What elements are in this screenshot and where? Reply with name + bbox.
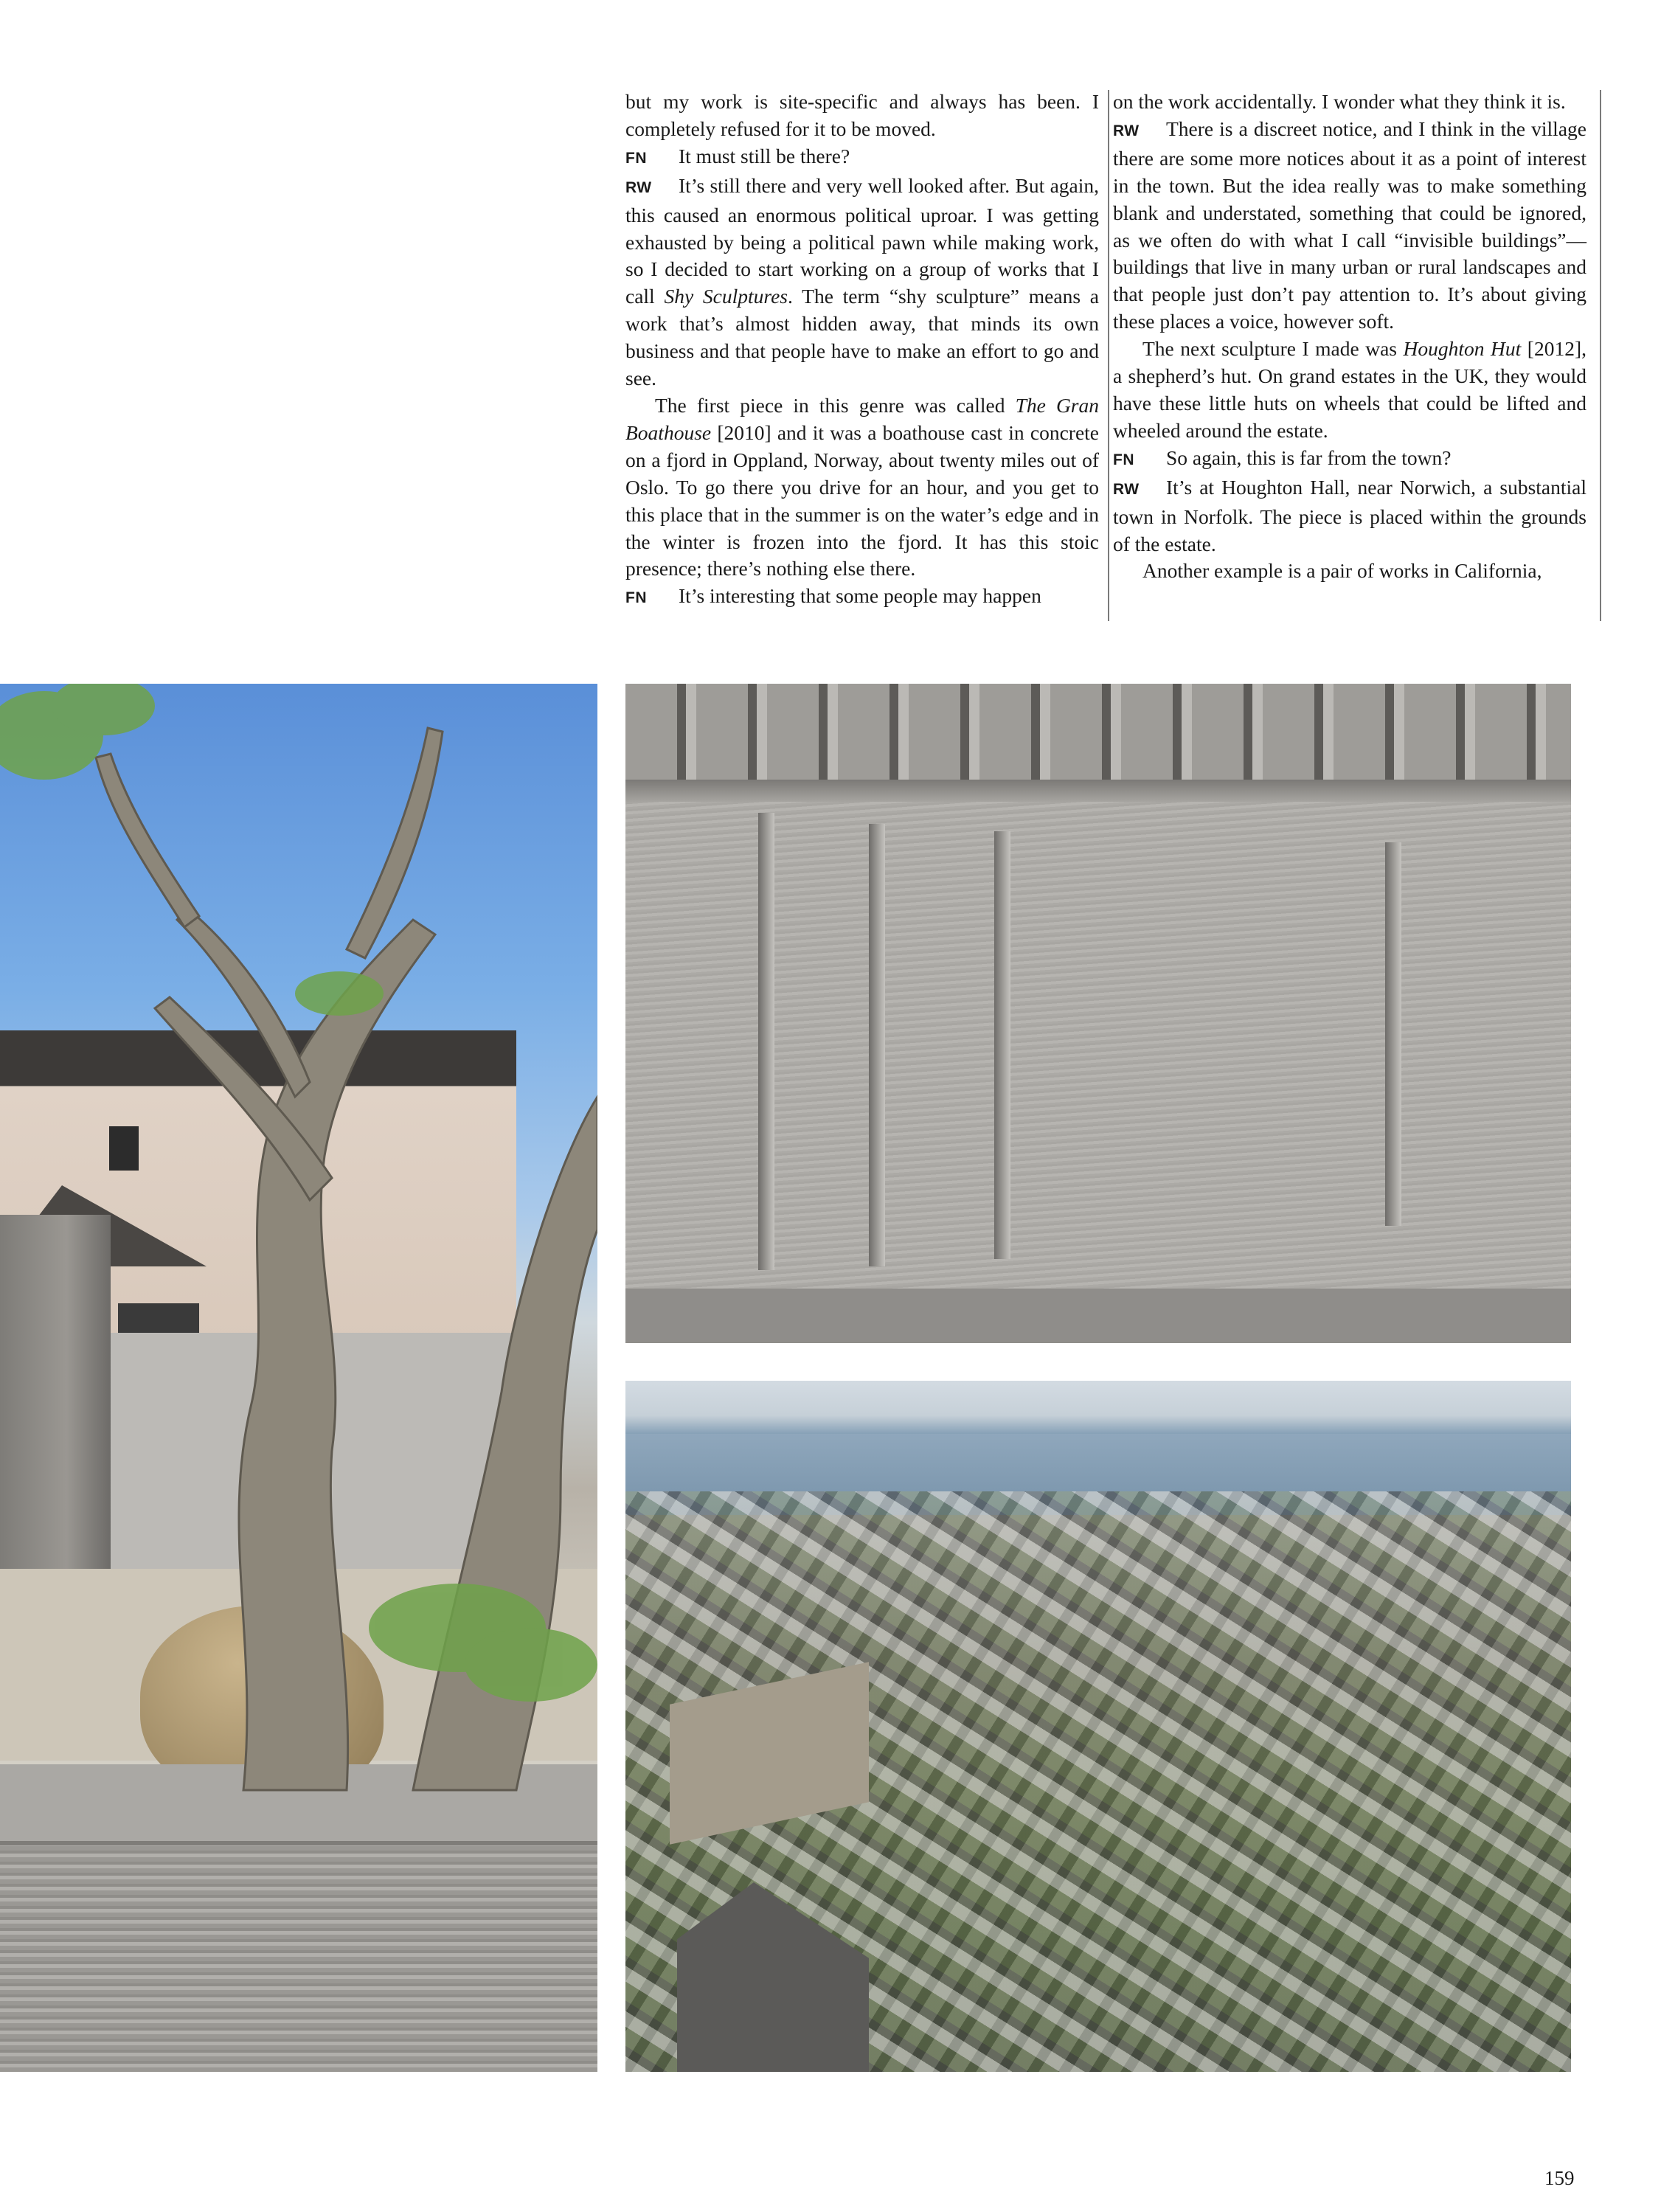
speaker-label: RW [625,178,652,196]
groove [994,831,1010,1259]
speaker-label: FN [1113,451,1134,468]
paragraph: RW It’s still there and very well looked after. But again, this caused an enormous political uproar. I was getting exhausted by being a political pawn while making work, so I decided to start working on a group of works that I call Shy Sculptures. The term “shy sculpture” means a work that’s almost hidden away, that minds its own business and that people have to make an effort to go and see. [625,173,1099,390]
band-shadow [625,780,1571,802]
artwork-title: Shy Sculptures [664,285,788,308]
paragraph: on the work accidentally. I wonder what they think it is. [1113,90,1566,113]
page-number: 159 [1544,2167,1575,2189]
paragraph: The first piece in this genre was called The Gran Boathouse [2010] and it was a boathouse cast in concrete on a fjord in Oppland, Norway, about twenty miles out of Oslo. To go there you drive for an hour, and you get to this place that in the summer is on the water’s edge and in the winter is frozen into the fjord. It has this stoic presence; there’s nothing else there. [625,393,1100,580]
photo-tree-and-sculpture [0,684,597,2072]
text-column-left [625,89,1099,612]
groove [1385,842,1401,1226]
paragraph: FN It’s interesting that some people may happen [625,583,1099,612]
speaker-label: FN [625,149,647,167]
text-column-right [1113,89,1586,585]
tree-illustration [0,684,597,2072]
groove [758,813,774,1270]
paragraph: FN It must still be there? [625,143,1099,173]
paragraph: RW There is a discreet notice, and I think in the village there are some more notices about it as a point of interest in the town. But the idea really was to make something blank and understated, something that could be ignored, as we often do with what I call “invisible buildings”—buildings that live in many urban or rural landscapes and that people just don’t pay attention to. It’s about giving these places a voice, however soft. [1113,117,1586,333]
column-divider [1108,90,1109,621]
column-divider [1600,90,1601,621]
paragraph: FN So again, this is far from the town? [1113,445,1586,474]
artwork-title: Houghton Hut [1403,337,1522,361]
paragraph: The next sculpture I made was Houghton Hut [2012], a shepherd’s hut. On grand estates in the UK, they would have these little huts on wheels that could be lifted and wheeled around the estate. [1113,337,1586,442]
groove [869,824,885,1266]
upper-panel-band [625,684,1571,780]
lower-ledge [625,1289,1571,1343]
photo-aerial-town [625,1381,1571,2072]
speaker-label: FN [625,589,647,607]
paragraph: Another example is a pair of works in California, [1142,559,1542,583]
artwork-title: The Gran Boathouse [625,393,1100,444]
speaker-label: RW [1113,480,1140,498]
photo-concrete-detail [625,684,1571,1343]
paragraph: but my work is site-specific and always has been. I completely refused for it to be moved. [625,90,1099,140]
paragraph: RW It’s at Houghton Hall, near Norwich, a substantial town in Norfolk. The piece is placed within the grounds of the estate. [1113,475,1586,555]
speaker-label: RW [1113,122,1140,139]
